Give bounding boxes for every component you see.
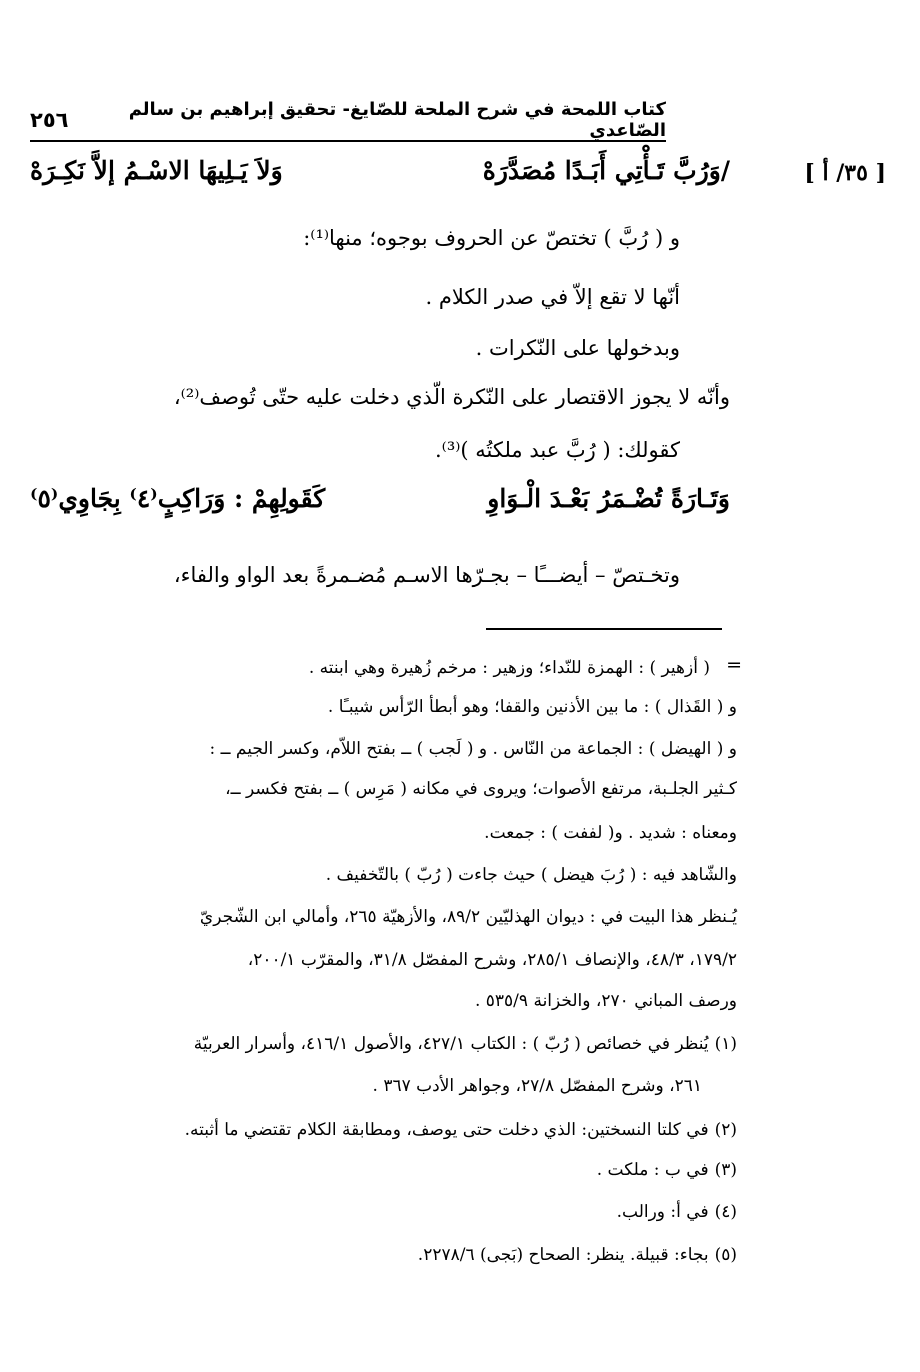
footnote-text: في ب : ملكت . [596,1160,709,1180]
footnote-number: ( ٤ ) [715,1202,737,1222]
footnote-number: ( ٣ ) [715,1160,737,1180]
footnote-line: والشّاهد فيه : ( رُبَ هيضل ) حيث جاءت ( رُبّ ) بالتّخفيف . [325,865,737,885]
body-paragraph: و ( رُبَّ ) تختصّ عن الحروف بوجوه؛ منها⁽¹⁾: [303,226,680,250]
footnote-5 [418,1245,737,1265]
footnote-text: يُنظر في خصائص ( رُبّ ) : الكتاب ٤٢٧/١، والأصول ٤١٦/١، وأسرار العربيّة [193,1034,709,1054]
footnote-2 [185,1120,737,1140]
body-paragraph: كقولك: ( رُبَّ عبد ملكتُه )⁽³⁾. [434,438,680,462]
running-header [30,99,666,142]
footnote-line: ورصف المباني ٢٧٠، والخزانة ٥٣٥/٩ . [474,991,737,1011]
body-paragraph: وتخـتصّ – أيضـــًا – بجـرّها الاسـم مُضـمرةً بعد الواو والفاء، [173,563,680,587]
body-paragraph: أنّها لا تقع إلاّ في صدر الكلام . [425,285,680,309]
verse-line [30,156,730,185]
verse-hemistich-left: وَلاَ يَـلِيهَا الاسْـمُ إلاَّ نَكِـرَهْ [30,156,283,185]
footnote-line: ١٧٩/٢، ٤٨/٣، والإنصاف ٢٨٥/١، وشرح المفصّل ٣١/٨، والمقرّب ٢٠٠/١، [247,950,737,970]
footnote-text: ٢٦١، وشرح المفصّل ٢٧/٨، وجواهر الأدب ٣٦٧ . [372,1076,702,1096]
footnote-text: بجاء: قبيلة. ينظر: الصحاح (بَجى) ٢٢٧٨/٦. [417,1245,709,1265]
footnote-text: في أ: ورالب. [616,1202,709,1222]
footnote-4 [617,1202,737,1222]
manuscript-folio-marker: [ ٣٥/ أ ] [804,160,886,186]
footnote-line: ( أزهير ) : الهمزة للنّداء؛ وزهير : مرخم زُهيرة وهي ابنته . [308,658,710,678]
running-title: كتاب اللمحة في شرح الملحة للصّايغ- تحقيق إبراهيم بن سالم الصّاعدي [128,99,666,141]
body-paragraph: وبدخولها على النّكرات . [475,336,680,360]
footnote-number: ( ١ ) [715,1034,737,1054]
footnote-line: كـثير الجلـبة، مرتفع الأصوات؛ ويروى في مكانه ( مَرِس ) ــ بفتح فكسر ــ، [225,779,737,799]
footnote-separator [486,628,722,630]
verse-hemistich-right: وَتَـارَةً تُضْـمَرُ بَعْـدَ الْـوَاوِ [487,484,730,513]
verse-line [30,484,730,513]
footnote-number: ( ٥ ) [715,1245,737,1265]
footnote-line: يُـنظر هذا البيت في : ديوان الهذليّين ٨٩/٢، والأزهيّة ٢٦٥، وأمالي ابن الشّجريّ [199,907,737,927]
footnote-line: و ( القَذال ) : ما بين الأذنين والقفا؛ وهو أبطأ الرّأس شيبـًا . [327,697,737,717]
verse-hemistich-right: /وَرُبَّ تَـأْتِي أَبَـدًا مُصَدَّرَهْ [482,156,730,185]
verse-hemistich-left: كَقَولِهِمْ : وَرَاكِبٍ⁽٤⁾ بِجَاوِي⁽٥⁾ [30,484,326,513]
footnote-number: ( ٢ ) [715,1120,737,1140]
footnote-text: في كلتا النسختين: الذي دخلت حتى يوصف، ومطابقة الكلام تقتضي ما أثبته. [184,1120,709,1140]
footnote-line: و ( الهيضل ) : الجماعة من النّاس . و ( لَجب ) ــ بفتح اللاّم، وكسر الجيم ــ : [209,739,737,759]
footnote-continuation-mark: = [726,654,742,676]
footnote-3 [597,1160,737,1180]
page-number: ٢٥٦ [30,108,69,132]
footnote-1 [194,1034,737,1054]
body-paragraph: وأنّه لا يجوز الاقتصار على النّكرة الّذي دخلت عليه حتّى تُوصف⁽²⁾، [173,385,730,409]
footnote-line: ومعناه : شديد . و( لففت ) : جمعت. [484,823,737,843]
